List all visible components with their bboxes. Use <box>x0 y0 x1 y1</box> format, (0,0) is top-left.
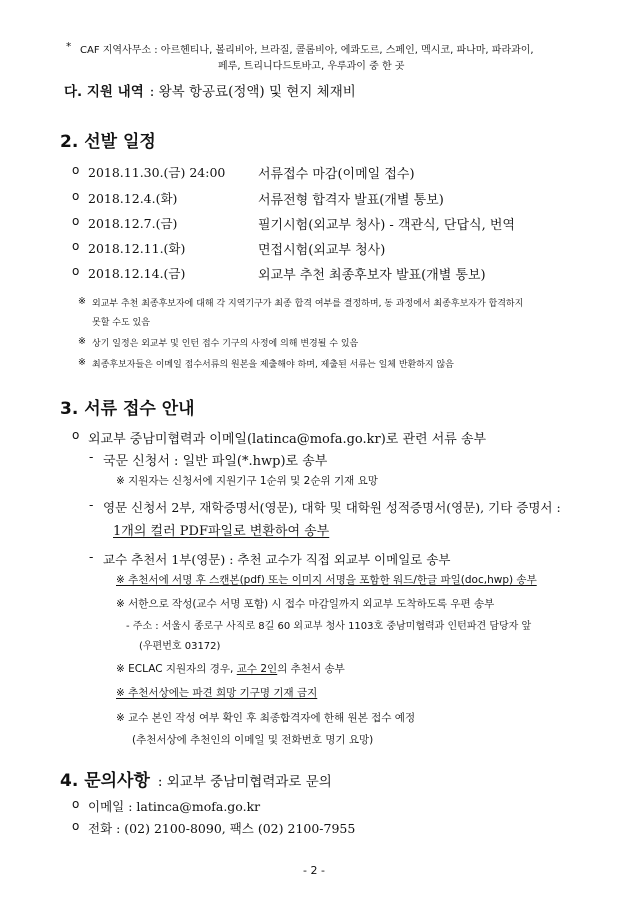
eclac-note-text: ※ ECLAC 지원자의 경우, <box>116 663 234 675</box>
schedule-date: 2018.12.7.(금) <box>88 216 178 231</box>
dash-marker: - <box>89 498 94 513</box>
recommendation-note-prohibit: ※ 추천서상에는 파견 희망 기구명 기재 금지 <box>116 687 318 699</box>
bullet-circle-icon: ο <box>72 428 80 442</box>
schedule-heading: 2. 선발 일정 <box>60 132 156 152</box>
schedule-desc: 면접시험(외교부 청사) <box>258 243 386 258</box>
note-marker-icon: ※ <box>78 296 86 307</box>
schedule-desc: 외교부 추천 최종후보자 발표(개별 통보) <box>258 268 486 283</box>
eclac-note-tail: 의 추천서 송부 <box>277 663 345 675</box>
schedule-date: 2018.12.4.(화) <box>88 191 178 206</box>
schedule-desc: 필기시험(외교부 청사) - 객관식, 단답식, 번역 <box>258 218 515 233</box>
recommendation-note-eclac <box>116 661 345 676</box>
schedule-date: 2018.12.14.(금) <box>88 266 186 281</box>
bullet-circle-icon: ο <box>72 239 80 253</box>
bullet-circle-icon: ο <box>72 819 80 833</box>
contact-heading: 4. 문의사항 <box>60 771 150 791</box>
mailing-address-line2: (우편번호 03172) <box>139 641 221 652</box>
recommendation-note-original-line2: (추천서상에 추천인의 이메일 및 전화번호 명기 요망) <box>132 734 374 746</box>
recommendation-note-original-line1: ※ 교수 본인 작성 여부 확인 후 최종합격자에 한해 원본 접수 예정 <box>116 712 416 724</box>
recommendation-note-scan: ※ 추천서에 서명 후 스캔본(pdf) 또는 이미지 서명을 포함한 워드/한글 파일(doc,hwp) 송부 <box>116 574 537 586</box>
bullet-circle-icon: ο <box>72 214 80 228</box>
bullet-circle-icon: ο <box>72 163 80 177</box>
schedule-note-3: 최종후보자들은 이메일 접수서류의 원본을 제출해야 하며, 제출된 서류는 일체 반환하지 않음 <box>92 360 454 370</box>
schedule-date: 2018.12.11.(화) <box>88 241 186 256</box>
recommendation-note-mail: ※ 서한으로 작성(교수 서명 포함) 시 접수 마감일까지 외교부 도착하도록 우편 송부 <box>116 598 495 610</box>
schedule-note-2: 상기 일정은 외교부 및 인턴 접수 기구의 사정에 의해 변경될 수 있음 <box>92 339 359 349</box>
contact-phone: 전화 : (02) 2100-8090, 팩스 (02) 2100-7955 <box>88 821 356 836</box>
recommendation-line: 교수 추천서 1부(영문) : 추천 교수가 직접 외교부 이메일로 송부 <box>103 552 451 567</box>
caf-offices-line2: 페루, 트리니다드토바고, 우루과이 중 한 곳 <box>218 61 405 72</box>
contact-heading-line <box>60 766 332 791</box>
dash-marker: - <box>89 450 94 465</box>
application-form-line: 국문 신청서 : 일반 파일(*.hwp)로 송부 <box>103 454 328 469</box>
caf-offices-line1: CAF 지역사무소 : 아르헨티나, 볼리비아, 브라질, 콜롬비아, 에콰도르, 스페인, 멕시코, 파나마, 파라과이, <box>80 45 534 56</box>
english-docs-line2: 1개의 컬러 PDF파일로 변환하여 송부 <box>113 524 330 539</box>
schedule-note-1-line1: 외교부 추천 최종후보자에 대해 각 지역기구가 최종 합격 여부를 결정하며, 동 과정에서 최종후보자가 합격하지 <box>92 299 524 309</box>
note-marker-icon: ※ <box>78 336 86 347</box>
caf-marker: * <box>66 41 72 53</box>
bullet-circle-icon: ο <box>72 189 80 203</box>
schedule-note-1-line2: 못할 수도 있음 <box>92 318 150 328</box>
schedule-desc: 서류접수 마감(이메일 접수) <box>258 167 415 182</box>
bullet-circle-icon: ο <box>72 264 80 278</box>
note-marker-icon: ※ <box>78 357 86 368</box>
documents-heading: 3. 서류 접수 안내 <box>60 399 195 419</box>
contact-email: 이메일 : latinca@mofa.go.kr <box>88 799 261 814</box>
page-number: - 2 - <box>303 864 325 877</box>
contact-heading-text: : 외교부 중남미협력과로 문의 <box>157 774 332 790</box>
documents-intro: 외교부 중남미협력과 이메일(latinca@mofa.go.kr)로 관련 서류 송부 <box>88 432 487 447</box>
eclac-note-emphasis: 교수 2인 <box>236 663 278 675</box>
application-note: ※ 지원자는 신청서에 지원기구 1순위 및 2순위 기재 요망 <box>116 475 378 487</box>
support-label: 다. 지원 내역 <box>64 84 144 100</box>
support-text: : 왕복 항공료(정액) 및 현지 체재비 <box>149 84 356 100</box>
mailing-address-line1: - 주소 : 서울시 종로구 사직로 8길 60 외교부 청사 1103호 중남미협력과 인턴파견 담당자 앞 <box>126 621 532 632</box>
schedule-date: 2018.11.30.(금) 24:00 <box>88 165 226 180</box>
support-line <box>64 80 356 101</box>
dash-marker: - <box>89 550 94 565</box>
schedule-desc: 서류전형 합격자 발표(개별 통보) <box>258 193 444 208</box>
bullet-circle-icon: ο <box>72 797 80 811</box>
english-docs-line1: 영문 신청서 2부, 재학증명서(영문), 대학 및 대학원 성적증명서(영문), 기타 증명서 : <box>103 500 561 515</box>
